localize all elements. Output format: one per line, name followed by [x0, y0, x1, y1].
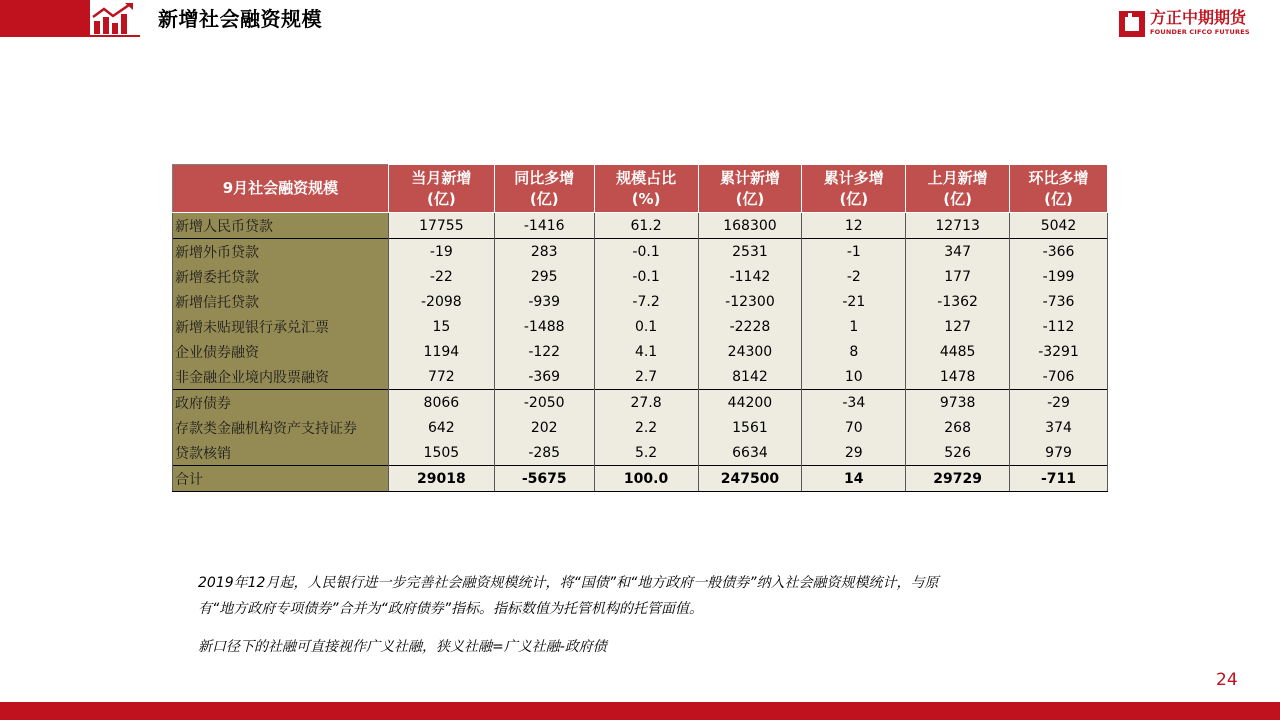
table-cell: 12713: [906, 213, 1010, 239]
total-cell: 29018: [388, 466, 494, 492]
table-row: [173, 415, 1108, 440]
table-cell: 1561: [698, 415, 802, 440]
table-row: [173, 289, 1108, 314]
table-cell: -1362: [906, 289, 1010, 314]
total-cell: 100.0: [594, 466, 698, 492]
total-label: 合计: [173, 466, 389, 492]
table-row: [173, 440, 1108, 466]
table-cell: 15: [388, 314, 494, 339]
table-cell: -0.1: [594, 239, 698, 265]
logo-text-cn: 方正中期期货: [1150, 8, 1247, 27]
table-cell: -1488: [494, 314, 594, 339]
row-label: 政府债券: [173, 390, 389, 416]
table-cell: -7.2: [594, 289, 698, 314]
column-header: 累计多增 (亿): [802, 165, 906, 213]
table-cell: 1194: [388, 339, 494, 364]
table-cell: -285: [494, 440, 594, 466]
table-cell: -1: [802, 239, 906, 265]
table-cell: 0.1: [594, 314, 698, 339]
table-row: [173, 390, 1108, 416]
table-cell: 44200: [698, 390, 802, 416]
table-cell: 1478: [906, 364, 1010, 390]
table-row: [173, 264, 1108, 289]
table-cell: 526: [906, 440, 1010, 466]
table-cell: 5042: [1010, 213, 1108, 239]
page-number: 24: [1216, 670, 1238, 690]
table-cell: 6634: [698, 440, 802, 466]
row-label: 非金融企业境内股票融资: [173, 364, 389, 390]
table-cell: 268: [906, 415, 1010, 440]
table-body: [173, 213, 1108, 492]
table-cell: 70: [802, 415, 906, 440]
table-cell: 5.2: [594, 440, 698, 466]
table-cell: -21: [802, 289, 906, 314]
table-cell: 17755: [388, 213, 494, 239]
table-cell: -29: [1010, 390, 1108, 416]
table-cell: 10: [802, 364, 906, 390]
table-row: [173, 239, 1108, 265]
table-cell: 8: [802, 339, 906, 364]
table-cell: 1: [802, 314, 906, 339]
column-header: 累计新增 (亿): [698, 165, 802, 213]
table-cell: -122: [494, 339, 594, 364]
table-row: [173, 314, 1108, 339]
total-cell: -711: [1010, 466, 1108, 492]
company-logo: [1118, 8, 1263, 40]
table-cell: -2228: [698, 314, 802, 339]
header-rule: [0, 35, 140, 37]
table-cell: 27.8: [594, 390, 698, 416]
table-cell: 347: [906, 239, 1010, 265]
table-cell: 2.2: [594, 415, 698, 440]
table-cell: 127: [906, 314, 1010, 339]
footnote-line: 新口径下的社融可直接视作广义社融，狭义社融=广义社融-政府债: [198, 639, 607, 655]
table-header-row: [173, 165, 1108, 213]
footnote-line: 2019年12月起，人民银行进一步完善社会融资规模统计，将“国债”和“地方政府一般债券”纳入社会融资规模统计，与原: [198, 575, 939, 591]
row-label: 新增人民币贷款: [173, 213, 389, 239]
table-cell: -12300: [698, 289, 802, 314]
table-cell: -3291: [1010, 339, 1108, 364]
header-accent-bar: [0, 0, 90, 37]
table-cell: 2531: [698, 239, 802, 265]
column-header: 当月新增 (亿): [388, 165, 494, 213]
page-title: 新增社会融资规模: [158, 7, 322, 31]
table-cell: -34: [802, 390, 906, 416]
table-cell: 4.1: [594, 339, 698, 364]
total-cell: 14: [802, 466, 906, 492]
table-row: [173, 364, 1108, 390]
table-cell: -939: [494, 289, 594, 314]
table-cell: 9738: [906, 390, 1010, 416]
footnote-line: 有“地方政府专项债券”合并为“政府债券”指标。指标数值为托管机构的托管面值。: [198, 601, 704, 617]
row-label: 新增信托贷款: [173, 289, 389, 314]
footnotes: [198, 570, 1078, 660]
table-cell: -112: [1010, 314, 1108, 339]
total-cell: -5675: [494, 466, 594, 492]
table-cell: -736: [1010, 289, 1108, 314]
table-cell: 2.7: [594, 364, 698, 390]
table-row: [173, 339, 1108, 364]
table-cell: 642: [388, 415, 494, 440]
table-cell: 8066: [388, 390, 494, 416]
corner-header: 9月社会融资规模: [173, 165, 389, 213]
logo-text-en: FOUNDER CIFCO FUTURES: [1150, 28, 1250, 36]
table-cell: -369: [494, 364, 594, 390]
table-cell: 61.2: [594, 213, 698, 239]
table-row: [173, 213, 1108, 239]
column-header: 同比多增 (亿): [494, 165, 594, 213]
table-cell: -706: [1010, 364, 1108, 390]
table-cell: 29: [802, 440, 906, 466]
table-cell: -2050: [494, 390, 594, 416]
table-cell: 12: [802, 213, 906, 239]
row-label: 新增未贴现银行承兑汇票: [173, 314, 389, 339]
row-label: 新增外币贷款: [173, 239, 389, 265]
table-cell: -19: [388, 239, 494, 265]
table-cell: 202: [494, 415, 594, 440]
column-header: 上月新增 (亿): [906, 165, 1010, 213]
table-cell: 24300: [698, 339, 802, 364]
row-label: 企业债券融资: [173, 339, 389, 364]
total-cell: 29729: [906, 466, 1010, 492]
table-cell: -22: [388, 264, 494, 289]
table-cell: -199: [1010, 264, 1108, 289]
table-cell: 177: [906, 264, 1010, 289]
table-cell: -1142: [698, 264, 802, 289]
column-header: 环比多增 (亿): [1010, 165, 1108, 213]
table-cell: -0.1: [594, 264, 698, 289]
table-cell: 8142: [698, 364, 802, 390]
total-row: [173, 466, 1108, 492]
column-header: 规模占比 (%): [594, 165, 698, 213]
row-label: 新增委托贷款: [173, 264, 389, 289]
footer-bar: [0, 702, 1280, 720]
table-cell: 1505: [388, 440, 494, 466]
row-label: 存款类金融机构资产支持证券: [173, 415, 389, 440]
table-cell: -366: [1010, 239, 1108, 265]
table-cell: 772: [388, 364, 494, 390]
table-cell: -2: [802, 264, 906, 289]
row-label: 贷款核销: [173, 440, 389, 466]
total-cell: 247500: [698, 466, 802, 492]
table-cell: -1416: [494, 213, 594, 239]
social-financing-table: [172, 164, 1108, 492]
table-cell: 283: [494, 239, 594, 265]
table-cell: 4485: [906, 339, 1010, 364]
growth-chart-icon: [91, 3, 137, 35]
table-cell: -2098: [388, 289, 494, 314]
table-cell: 295: [494, 264, 594, 289]
table-cell: 979: [1010, 440, 1108, 466]
table-cell: 374: [1010, 415, 1108, 440]
table-cell: 168300: [698, 213, 802, 239]
founder-logo-icon: [1118, 10, 1146, 38]
